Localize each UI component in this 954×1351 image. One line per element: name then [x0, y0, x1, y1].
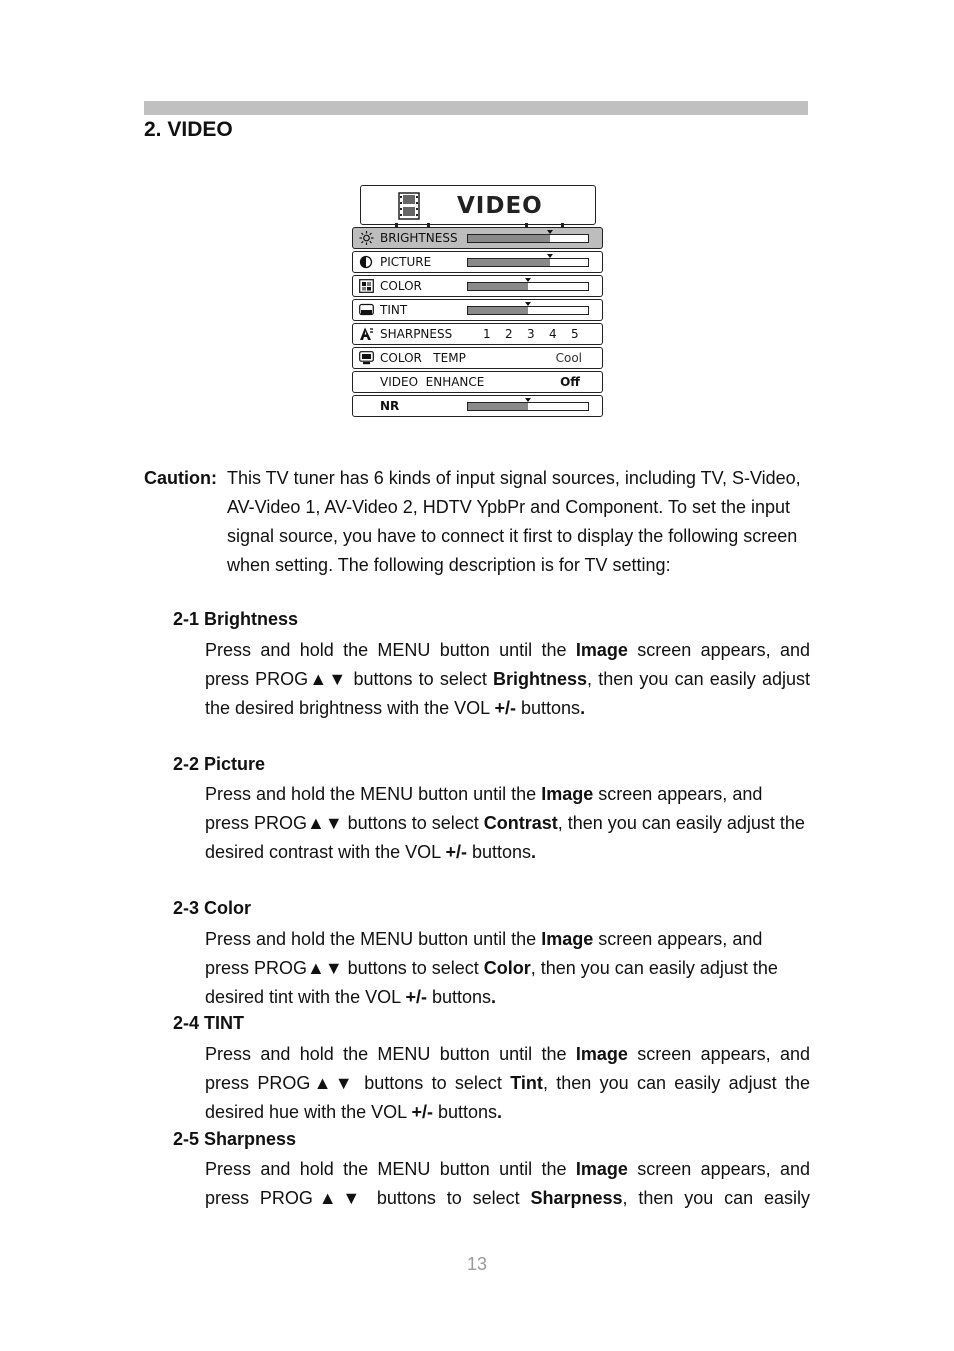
subsection-body — [205, 1040, 810, 1127]
body-bold: +/- — [445, 842, 467, 862]
osd-row-nr — [352, 395, 603, 417]
osd-title: VIDEO — [457, 193, 543, 219]
body-bold: Contrast — [483, 813, 558, 833]
body-text: screen appears, and press PROG▲▼ buttons to select — [205, 640, 810, 689]
body-bold: +/- — [405, 987, 427, 1007]
color-level-bar — [467, 282, 589, 291]
tint-level-bar — [467, 306, 589, 315]
caution-lead: Caution: — [144, 468, 217, 488]
scale-step: 5 — [571, 327, 579, 341]
body-bold: Color — [483, 958, 531, 978]
subsection-body — [205, 1155, 810, 1213]
level-marker — [525, 398, 531, 402]
body-bold: Image — [575, 1159, 628, 1179]
body-text: screen appears, and press PROG▲▼ buttons to select — [205, 1159, 810, 1208]
osd-row-label: VIDEO ENHANCE — [380, 375, 485, 389]
osd-video-menu — [352, 185, 604, 417]
body-bold: Image — [575, 640, 628, 660]
body-bold: . — [580, 698, 586, 718]
subsection-body — [205, 925, 810, 1012]
body-bold: . — [531, 842, 537, 862]
body-bold: +/- — [411, 1102, 433, 1122]
caution-text: This TV tuner has 6 kinds of input signal sources, including TV, S-Video, AV-Video 1, AV-Video 2, HDTV YpbPr and Component. To set the input signal source, you have to connect it first to display the following screen when setting. The following description is for TV setting: — [227, 468, 801, 575]
osd-row-label: BRIGHTNESS — [380, 231, 458, 245]
body-text: , then you can easily adjust the desired hue with the VOL — [205, 1073, 810, 1122]
sharpness-icon — [359, 327, 374, 341]
body-text: screen appears, and press PROG▲▼ buttons to select — [205, 929, 763, 978]
body-text: Press and hold the MENU button until the — [205, 640, 576, 660]
film-icon — [398, 192, 420, 220]
sharpness-scale — [483, 327, 593, 341]
subsection-body — [205, 636, 810, 723]
monitor-icon — [359, 351, 374, 365]
header-rule — [144, 101, 808, 115]
body-text: buttons — [426, 987, 491, 1007]
body-text: buttons — [516, 698, 581, 718]
body-bold: Image — [541, 784, 594, 804]
section-title: 2. VIDEO — [144, 118, 233, 141]
osd-row-color-temp — [352, 347, 603, 369]
body-bold: Image — [575, 1044, 628, 1064]
osd-row-label: TINT — [380, 303, 408, 317]
body-bold: +/- — [494, 698, 517, 718]
osd-header — [360, 185, 596, 225]
subsection-heading: 2-5 Sharpness — [173, 1129, 297, 1149]
page-number: 13 — [466, 1254, 488, 1274]
osd-row-picture — [352, 251, 603, 273]
osd-row-color — [352, 275, 603, 297]
body-text: , then you can easily adjust the desired contrast with the VOL — [205, 813, 805, 862]
level-marker — [525, 302, 531, 306]
color-palette-icon — [359, 279, 374, 293]
video-enhance-value: Off — [560, 375, 580, 389]
brightness-level-bar — [467, 234, 589, 243]
caution-note — [144, 464, 814, 580]
body-text: Press and hold the MENU button until the — [205, 1159, 576, 1179]
level-fill — [468, 283, 528, 290]
level-marker — [525, 278, 531, 282]
osd-row-video-enhance — [352, 371, 603, 393]
body-bold: . — [497, 1102, 503, 1122]
osd-row-label: SHARPNESS — [380, 327, 453, 341]
body-text: , then you can easily — [622, 1188, 810, 1208]
body-text: Press and hold the MENU button until the — [205, 929, 542, 949]
scale-step: 2 — [505, 327, 513, 341]
level-marker — [547, 254, 553, 258]
body-bold: . — [491, 987, 497, 1007]
color-temp-value: Cool — [555, 351, 582, 365]
sun-icon — [359, 231, 374, 245]
body-bold: Sharpness — [530, 1188, 623, 1208]
picture-level-bar — [467, 258, 589, 267]
subsection-heading: 2-4 TINT — [173, 1013, 245, 1033]
body-bold: Tint — [510, 1073, 543, 1093]
subsection-heading: 2-2 Picture — [173, 754, 266, 774]
tint-icon — [359, 303, 374, 317]
contrast-icon — [359, 255, 374, 269]
body-text: Press and hold the MENU button until the — [205, 784, 542, 804]
scale-step: 1 — [483, 327, 491, 341]
subsection-heading: 2-1 Brightness — [173, 609, 299, 629]
body-bold: Brightness — [493, 669, 588, 689]
osd-row-label: COLOR — [380, 279, 422, 293]
scale-step: 4 — [549, 327, 557, 341]
body-text: Press and hold the MENU button until the — [205, 1044, 576, 1064]
body-text: , then you can easily adjust the desired tint with the VOL — [205, 958, 778, 1007]
body-text: screen appears, and press PROG▲▼ buttons to select — [205, 784, 763, 833]
osd-row-sharpness — [352, 323, 603, 345]
osd-row-label: PICTURE — [380, 255, 432, 269]
body-text: , then you can easily adjust the desired brightness with the VOL — [205, 669, 810, 718]
nr-level-bar — [467, 402, 589, 411]
level-fill — [468, 307, 528, 314]
level-fill — [468, 235, 550, 242]
body-bold: Image — [541, 929, 594, 949]
body-text: buttons — [432, 1102, 498, 1122]
subsection-body — [205, 780, 810, 867]
subsection-heading: 2-3 Color — [173, 898, 252, 918]
level-marker — [547, 230, 553, 234]
body-text: screen appears, and press PROG▲▼ buttons to select — [205, 1044, 810, 1093]
scale-step: 3 — [527, 327, 535, 341]
osd-row-label: COLOR TEMP — [380, 351, 466, 365]
osd-row-tint — [352, 299, 603, 321]
osd-row-label: NR — [380, 399, 400, 413]
level-fill — [468, 403, 528, 410]
osd-row-brightness — [352, 227, 603, 249]
level-fill — [468, 259, 550, 266]
body-text: buttons — [466, 842, 532, 862]
